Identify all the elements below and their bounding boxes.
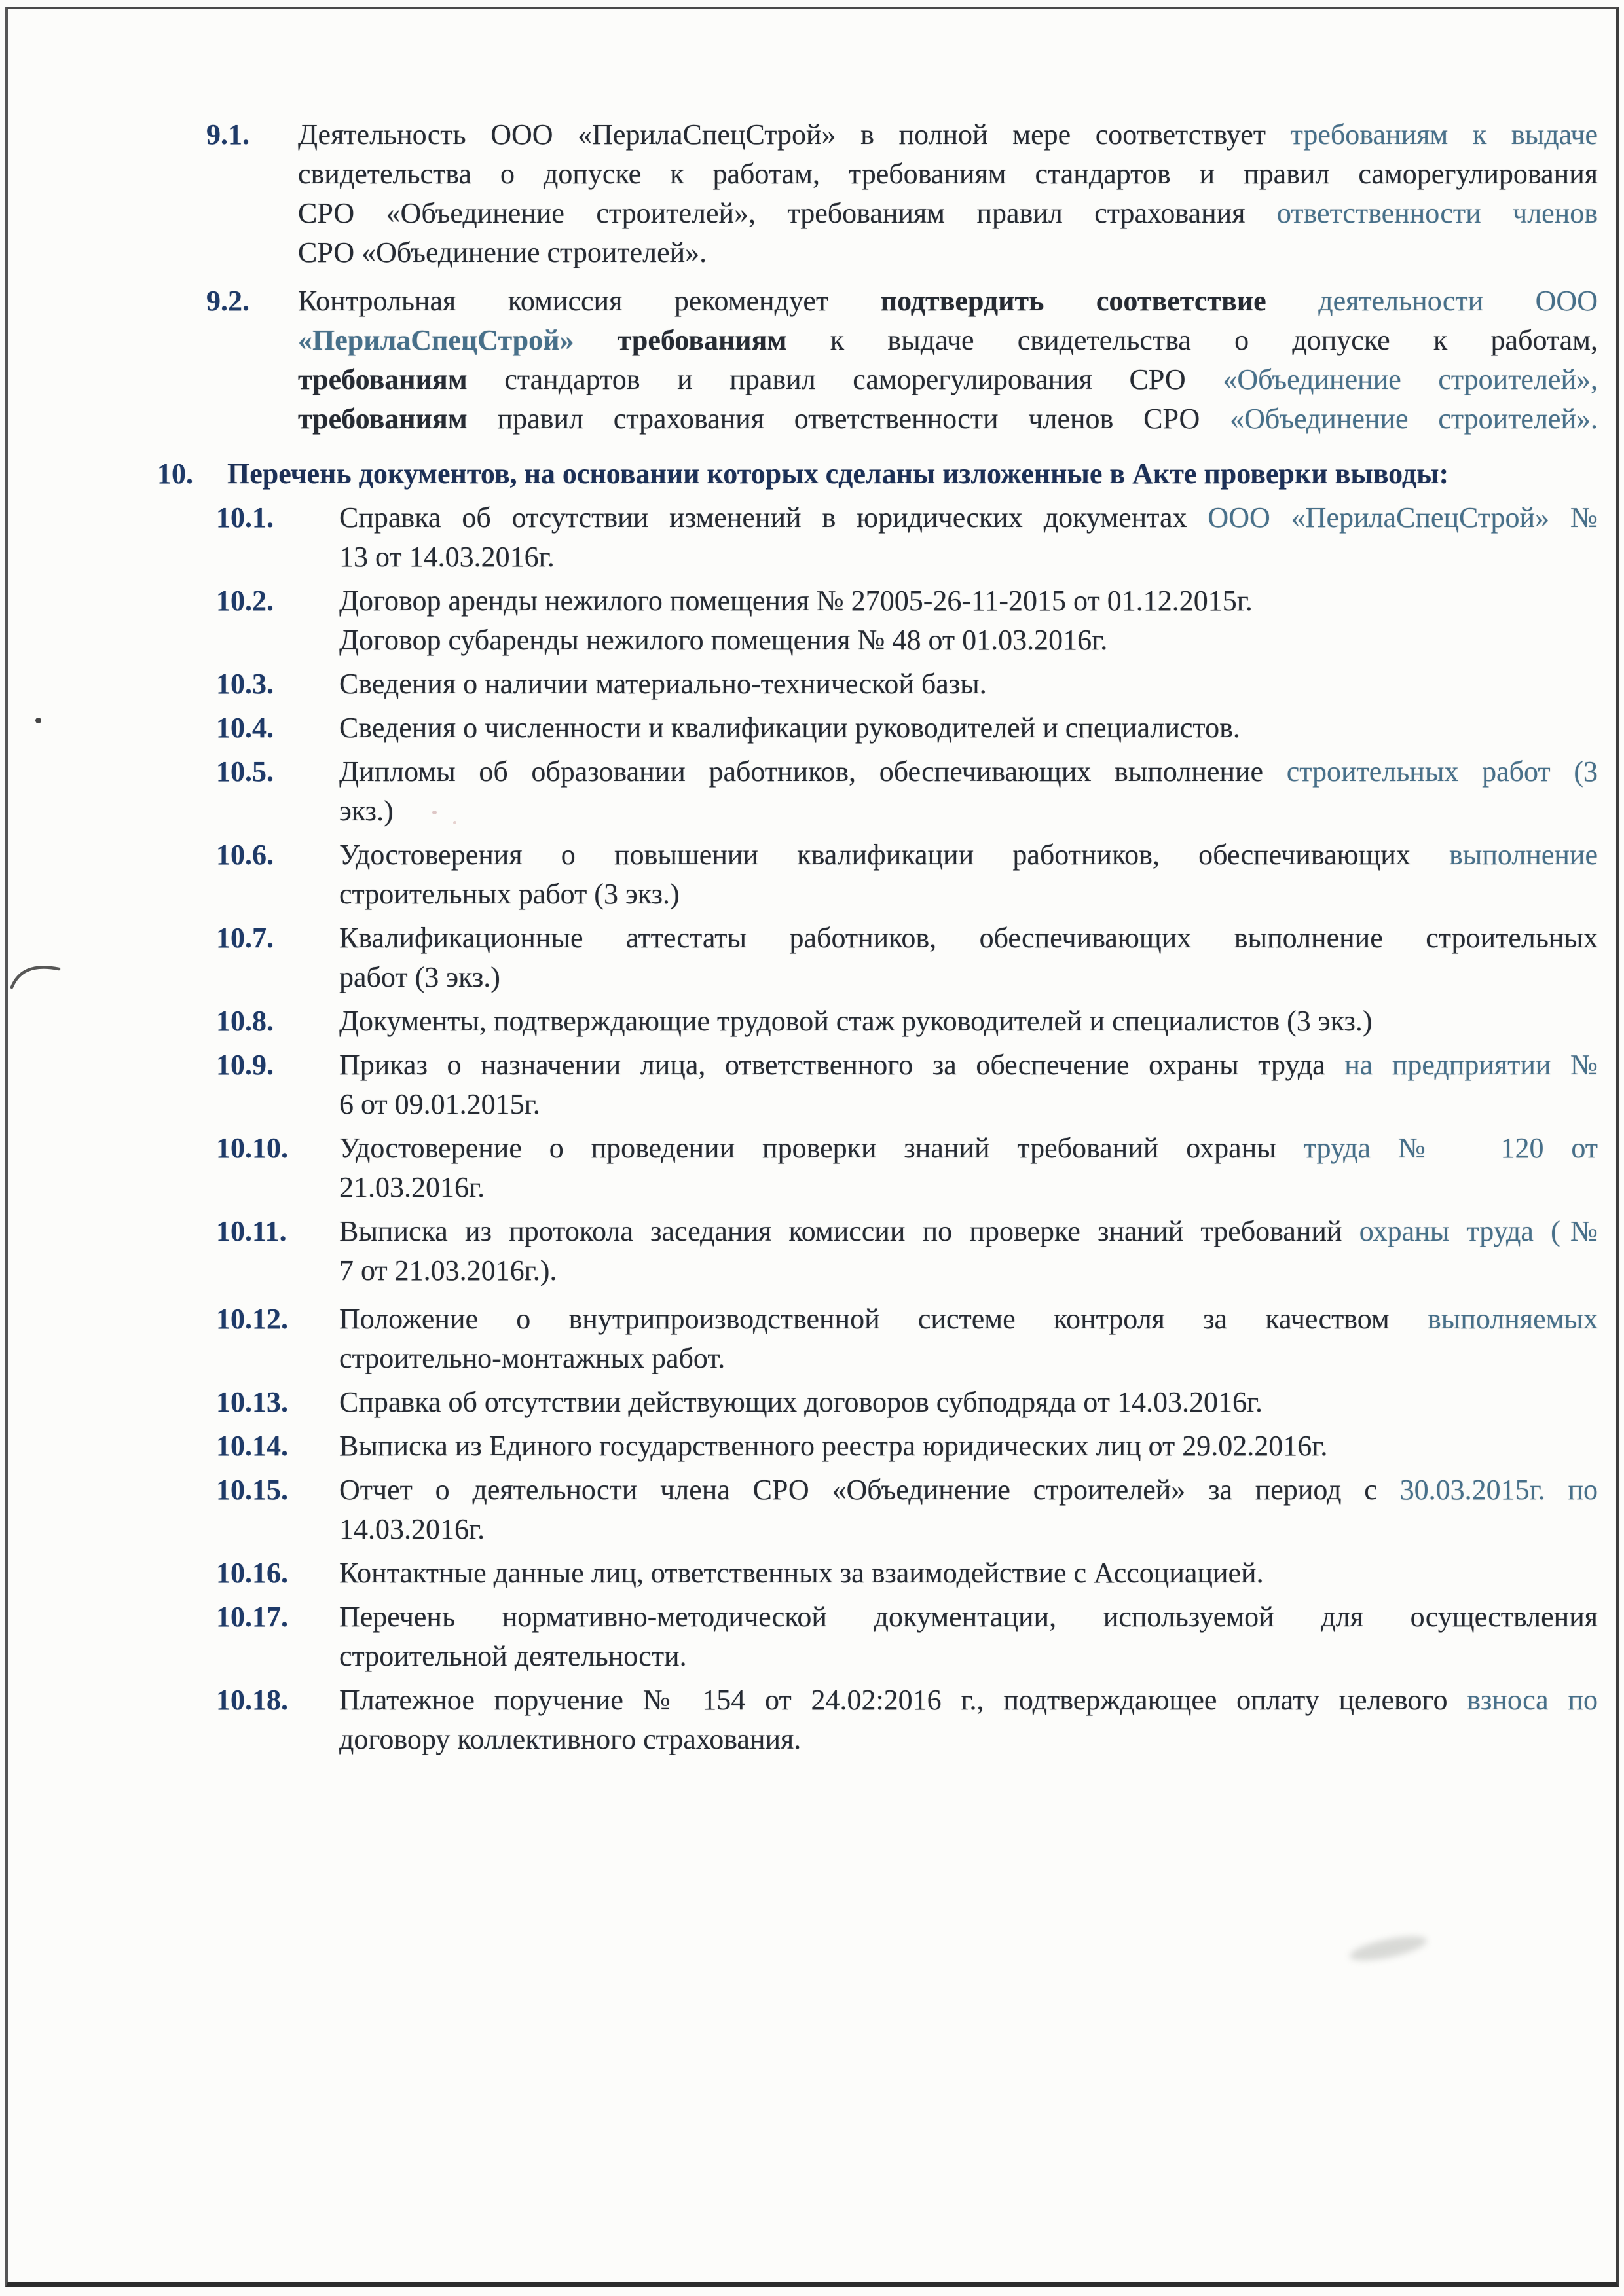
list-item <box>0 665 1624 704</box>
text-line <box>339 665 1598 704</box>
text-line <box>339 835 1598 875</box>
text-segment: 7 от 21.03.2016г.). <box>339 1254 557 1286</box>
text-segment: свидетельства о допуске к работам, требованиям стандартов и правил саморегулирования <box>298 158 1598 190</box>
text-line <box>339 1168 1598 1207</box>
text-segment: «Объединение строителей», <box>1223 363 1598 395</box>
text-segment: работ (3 экз.) <box>339 961 500 993</box>
text-segment: Приказ о назначении лица, ответственного за обеспечение охраны труда <box>339 1049 1345 1081</box>
text-line <box>339 1597 1598 1637</box>
text-line <box>339 1300 1598 1339</box>
speck-artifact <box>453 821 456 824</box>
item-number: 10.15. <box>216 1474 288 1506</box>
list-item <box>0 1129 1624 1207</box>
text-line <box>339 621 1598 660</box>
text-segment: Удостоверение о проведении проверки знаний требований охраны <box>339 1132 1304 1164</box>
text-line <box>298 115 1598 155</box>
text-segment: 14.03.2016г. <box>339 1513 485 1545</box>
item-text <box>339 1427 1598 1466</box>
text-segment: Отчет о деятельности члена СРО «Объединение строителей» за период с <box>339 1474 1400 1506</box>
text-segment: Положение о внутрипроизводственной системе контроля за качеством <box>339 1303 1428 1335</box>
item-text <box>227 454 1598 494</box>
list-item <box>0 919 1624 997</box>
text-segment: труда № 120 от <box>1303 1132 1598 1164</box>
text-segment: Договор субаренды нежилого помещения № 48 от 01.03.2016г. <box>339 624 1108 656</box>
item-text <box>339 498 1598 577</box>
text-line <box>339 1637 1598 1676</box>
text-segment: правил страхования ответственности членов СРО <box>467 403 1230 435</box>
item-number: 9.1. <box>206 118 249 151</box>
text-segment: взноса по <box>1467 1684 1598 1716</box>
text-segment: выполняемых <box>1428 1303 1598 1335</box>
text-segment: ответственности членов <box>1276 197 1598 229</box>
text-line <box>339 1510 1598 1549</box>
text-segment: договору коллективного страхования. <box>339 1723 802 1755</box>
text-line <box>339 1554 1598 1593</box>
text-segment <box>1266 285 1319 317</box>
item-number: 10.4. <box>216 712 274 744</box>
text-segment: 13 от 14.03.2016г. <box>339 541 555 573</box>
document-body <box>0 115 1624 1764</box>
list-item <box>0 1554 1624 1593</box>
item-text <box>339 1383 1598 1422</box>
text-segment: Сведения о численности и квалификации руководителей и специалистов. <box>339 712 1240 744</box>
list-item <box>0 708 1624 748</box>
item-number: 10.8. <box>216 1005 274 1037</box>
list-item <box>0 752 1624 831</box>
text-segment: Перечень нормативно-методической документации, используемой для осуществления <box>339 1601 1598 1633</box>
text-segment: Контрольная комиссия рекомендует <box>298 285 881 317</box>
text-line <box>339 1085 1598 1124</box>
text-segment: Деятельность ООО «ПерилаСпецСтрой» в полной мере соответствует <box>298 118 1291 151</box>
item-text <box>339 1300 1598 1378</box>
text-segment: Платежное поручение № 154 от 24.02:2016 г., подтверждающее оплату целевого <box>339 1684 1467 1716</box>
text-segment: Договор аренды нежилого помещения № 27005-26-11-2015 от 01.12.2015г. <box>339 585 1253 617</box>
item-number: 10.18. <box>216 1684 288 1716</box>
item-number: 10. <box>157 458 193 490</box>
text-line <box>339 1383 1598 1422</box>
list-item <box>0 282 1624 439</box>
text-segment: Контактные данные лиц, ответственных за взаимодействие с Ассоциацией. <box>339 1557 1264 1589</box>
text-segment: на предприятии № <box>1344 1049 1598 1081</box>
text-segment: Документы, подтверждающие трудовой стаж руководителей и специалистов (3 экз.) <box>339 1005 1373 1037</box>
text-segment: 6 от 09.01.2015г. <box>339 1088 540 1120</box>
item-number: 10.7. <box>216 922 274 954</box>
text-line <box>298 233 1598 272</box>
text-line <box>339 1339 1598 1378</box>
item-number: 10.13. <box>216 1386 288 1418</box>
text-segment: 30.03.2015г. по <box>1399 1474 1598 1506</box>
text-segment: Справка об отсутствии изменений в юридических документах <box>339 501 1208 534</box>
item-text <box>339 665 1598 704</box>
list-item <box>0 835 1624 914</box>
text-segment: выполнение <box>1449 839 1598 871</box>
item-text <box>339 1597 1598 1676</box>
list-item <box>0 1002 1624 1041</box>
item-number: 10.11. <box>216 1215 287 1247</box>
text-segment: требованиям к выдаче <box>1290 118 1598 151</box>
text-segment: Справка об отсутствии действующих договоров субподряда от 14.03.2016г. <box>339 1386 1263 1418</box>
list-item <box>0 1470 1624 1549</box>
text-segment: СРО «Объединение строителей». <box>298 236 707 268</box>
text-line <box>339 708 1598 748</box>
pen-mark-artifact <box>9 957 64 995</box>
item-number: 10.3. <box>216 668 274 700</box>
item-number: 10.10. <box>216 1132 288 1164</box>
text-segment: Перечень документов, на основании которых сделаны изложенные в Акте проверки выводы: <box>227 458 1449 490</box>
item-number: 10.6. <box>216 839 274 871</box>
text-line <box>339 1129 1598 1168</box>
list-item <box>0 1383 1624 1422</box>
list-item <box>0 581 1624 660</box>
list-item <box>0 1300 1624 1378</box>
list-item <box>0 498 1624 577</box>
text-line <box>298 155 1598 194</box>
list-item <box>0 1597 1624 1676</box>
text-line <box>227 454 1598 494</box>
text-segment: 21.03.2016г. <box>339 1171 485 1203</box>
item-text <box>339 1681 1598 1759</box>
item-text <box>339 581 1598 660</box>
text-segment: ООО «ПерилаСпецСтрой» № <box>1208 501 1598 534</box>
text-line <box>339 581 1598 621</box>
text-segment: экз.) <box>339 795 394 827</box>
text-segment: Выписка из протокола заседания комиссии по проверке знаний требований <box>339 1215 1359 1247</box>
speck-artifact <box>432 811 437 814</box>
list-item <box>0 1212 1624 1290</box>
text-segment: Сведения о наличии материально-технической базы. <box>339 668 987 700</box>
text-segment: деятельности ООО <box>1318 285 1598 317</box>
text-segment <box>574 324 617 356</box>
item-text <box>339 1129 1598 1207</box>
item-number: 9.2. <box>206 285 249 317</box>
item-number: 10.1. <box>216 501 274 534</box>
text-segment: Выписка из Единого государственного реестра юридических лиц от 29.02.2016г. <box>339 1430 1328 1462</box>
text-line <box>339 1470 1598 1510</box>
smudge-artifact <box>1348 1931 1428 1965</box>
text-line <box>339 792 1598 831</box>
text-segment: строительной деятельности. <box>339 1640 687 1672</box>
text-segment: «Объединение строителей». <box>1230 403 1598 435</box>
text-line <box>298 194 1598 233</box>
item-text <box>339 1212 1598 1290</box>
item-number: 10.17. <box>216 1601 288 1633</box>
text-line <box>339 538 1598 577</box>
text-segment: Квалификационные аттестаты работников, обеспечивающих выполнение строительных <box>339 922 1598 954</box>
item-text <box>298 115 1598 272</box>
item-text <box>339 1002 1598 1041</box>
item-text <box>339 1554 1598 1593</box>
item-text <box>339 752 1598 831</box>
item-number: 10.5. <box>216 756 274 788</box>
text-segment: подтвердить соответствие <box>880 285 1266 317</box>
ink-dot-artifact <box>35 718 41 723</box>
text-segment: Дипломы об образовании работников, обеспечивающих выполнение <box>339 756 1287 788</box>
text-line <box>339 498 1598 538</box>
item-number: 10.12. <box>216 1303 288 1335</box>
text-segment: требованиям <box>617 324 787 356</box>
text-line <box>339 752 1598 792</box>
item-number: 10.16. <box>216 1557 288 1589</box>
list-item <box>0 1046 1624 1124</box>
text-segment: охраны труда (№ <box>1359 1215 1598 1247</box>
text-line <box>298 360 1598 399</box>
text-line <box>339 1046 1598 1085</box>
text-segment: требованиям <box>298 363 468 395</box>
text-segment: СРО «Объединение строителей», требованиям правил страхования <box>298 197 1277 229</box>
text-line <box>339 958 1598 997</box>
text-line <box>339 1720 1598 1759</box>
text-segment: стандартов и правил саморегулирования СРО <box>467 363 1223 395</box>
text-line <box>339 1681 1598 1720</box>
list-item <box>0 1427 1624 1466</box>
text-line <box>298 321 1598 360</box>
text-segment: строительных работ (3 экз.) <box>339 878 680 910</box>
item-text <box>298 282 1598 439</box>
list-item <box>0 1681 1624 1759</box>
text-segment: требованиям <box>298 403 468 435</box>
item-text <box>339 835 1598 914</box>
text-segment: к выдаче свидетельства о допуске к работам, <box>786 324 1598 356</box>
text-line <box>339 1427 1598 1466</box>
list-item <box>0 115 1624 272</box>
item-text <box>339 708 1598 748</box>
text-segment: Удостоверения о повышении квалификации работников, обеспечивающих <box>339 839 1450 871</box>
text-line <box>339 875 1598 914</box>
item-text <box>339 919 1598 997</box>
item-number: 10.2. <box>216 585 274 617</box>
item-text <box>339 1470 1598 1549</box>
item-text <box>339 1046 1598 1124</box>
section-heading <box>0 454 1624 494</box>
item-number: 10.14. <box>216 1430 288 1462</box>
item-number: 10.9. <box>216 1049 274 1081</box>
text-segment: строительно-монтажных работ. <box>339 1342 726 1374</box>
text-line <box>339 919 1598 958</box>
text-segment: «ПерилаСпецСтрой» <box>298 324 574 356</box>
text-line <box>339 1251 1598 1290</box>
text-line <box>298 399 1598 439</box>
text-segment: строительных работ (3 <box>1286 756 1598 788</box>
text-line <box>339 1212 1598 1251</box>
text-line <box>298 282 1598 321</box>
text-line <box>339 1002 1598 1041</box>
